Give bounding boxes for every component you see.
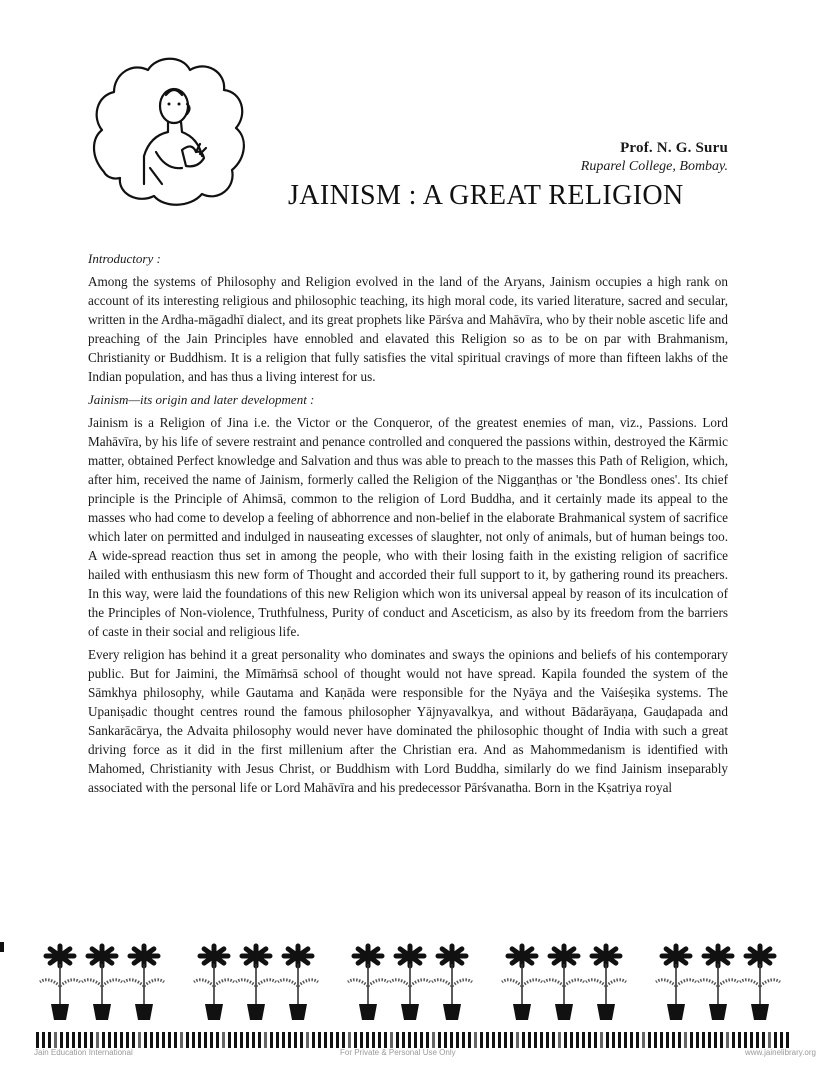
potted-flower: [698, 946, 738, 1020]
stripe-bar: [312, 1032, 315, 1048]
stripe-bar: [330, 1032, 333, 1048]
stripe-bar: [390, 1032, 393, 1048]
stripe-bar: [222, 1032, 225, 1048]
stripe-bar: [750, 1032, 753, 1048]
stripe-bar: [540, 1032, 543, 1048]
stripe-bar: [738, 1032, 741, 1048]
stripe-bar: [150, 1032, 153, 1048]
stripe-bar: [630, 1032, 633, 1048]
stripe-bar: [516, 1032, 519, 1048]
potted-flower-border: [34, 942, 794, 1028]
stripe-bar: [636, 1032, 639, 1048]
stripe-bar: [126, 1032, 129, 1048]
stripe-bar: [684, 1032, 687, 1048]
stripe-bar: [66, 1032, 69, 1048]
stripe-bar: [258, 1032, 261, 1048]
stripe-bar: [192, 1032, 195, 1048]
potted-flower: [348, 946, 388, 1020]
stripe-bar: [294, 1032, 297, 1048]
stripe-bar: [768, 1032, 771, 1048]
stripe-bar: [582, 1032, 585, 1048]
stripe-bar: [174, 1032, 177, 1048]
stripe-bar: [42, 1032, 45, 1048]
stripe-bar: [402, 1032, 405, 1048]
stripe-bar: [726, 1032, 729, 1048]
stripe-bar: [744, 1032, 747, 1048]
stripe-bar: [342, 1032, 345, 1048]
stripe-bar: [720, 1032, 723, 1048]
stripe-bar: [642, 1032, 645, 1048]
stripe-bar: [78, 1032, 81, 1048]
stripe-bar: [666, 1032, 669, 1048]
potted-flower: [390, 946, 430, 1020]
stripe-bar: [282, 1032, 285, 1048]
footer-center: For Private & Personal Use Only: [340, 1048, 456, 1057]
author-affiliation: Ruparel College, Bombay.: [580, 159, 728, 174]
potted-flower: [740, 946, 780, 1020]
potted-flower: [544, 946, 584, 1020]
stripe-bar: [486, 1032, 489, 1048]
stripe-bar: [102, 1032, 105, 1048]
paragraph-origin: Jainism is a Religion of Jina i.e. the Victor or the Conqueror, of the greatest enemies of man, viz., Passions. Lord Mahāvīra, by his life of severe restraint and penance controlled and conquered the passions within, destroyed the Kārmic matter, obtained Perfect knowledge and Salvation and thus was able to preach to the masses this Path of Religion, which, after him, received the name of Jainism, formerly called the Religion of the Nigganṭhas or 'the Bondless ones'. Its chief principle is the Principle of Ahimsā, common to the religion of Lord Buddha, and it certainly made its appeal to the masses who had come to develop a feeling of abhorrence and non-belief in the elaborate Brahmanical system of sacrifice which later on permitted and indulged in nauseating excesses of slaughter, not only of animals, but of human beings too. A wide-spread reaction thus set in among the people, who with their losing faith in the existing religion of sacrifice hailed with enthusiasm this new form of Thought and accorded their full support to it, by gathering round its preachers. In this way, were laid the foundations of this new Religion which won its universal appeal by reason of its inculcation of the Principles of Non-violence, Truthfulness, Purity of conduct and Asceticism, as also by its freedom from the barriers of caste in their social and religious life.: [88, 415, 728, 639]
stripe-bar: [522, 1032, 525, 1048]
author-name: Prof. N. G. Suru: [620, 140, 728, 156]
stripe-bar: [612, 1032, 615, 1048]
stripe-bar: [60, 1032, 63, 1048]
stripe-bar: [564, 1032, 567, 1048]
stripe-bar: [504, 1032, 507, 1048]
stripe-bar: [264, 1032, 267, 1048]
article-body: [88, 249, 728, 797]
stripe-bar: [396, 1032, 399, 1048]
paragraph-personality: Every religion has behind it a great personality who dominates and sways the opinions and beliefs of his contemporary public. But for Jaimini, the Mīmāṁsā school of thought would not have spread. Kapila founded the system of the Sāmkhya philosophy, while Gautama and Kaṇāda were responsible for the Nyāya and the Vaiśeṣika systems. The Upaniṣadic thought centres round the famous philosopher Yājnyavalkya, and without Bādarāyaṇa, Gauḍapada and Sankarācārya, the Advaita philosophy would never have dominated the philosophic thought of India with such a great driving force as it did in the first millenium after the Christian era. And as Mahommedanism is identified with Mahomed, Christianity with Jesus Christ, or Buddhism with Lord Buddha, similarly do we find Jainism inseparably associated with the personal life or Lord Mahāvīra and his predecessor Pārśvanatha. Born in the Kṣatriya royal: [88, 647, 728, 795]
footer-left: Jain Education International: [34, 1048, 133, 1057]
stripe-bar: [234, 1032, 237, 1048]
stripe-bar: [348, 1032, 351, 1048]
stripe-bar: [480, 1032, 483, 1048]
stripe-bar: [594, 1032, 597, 1048]
potted-flower: [82, 946, 122, 1020]
stripe-bar: [432, 1032, 435, 1048]
stripe-bar: [240, 1032, 243, 1048]
stripe-bar: [54, 1032, 57, 1048]
stripe-bar: [132, 1032, 135, 1048]
stripe-bar: [696, 1032, 699, 1048]
stripe-bar: [420, 1032, 423, 1048]
seated-jina-lotus-icon: [86, 52, 254, 210]
stripe-bar: [270, 1032, 273, 1048]
stripe-bar: [618, 1032, 621, 1048]
potted-flower: [236, 946, 276, 1020]
potted-flower: [124, 946, 164, 1020]
stripe-bar: [120, 1032, 123, 1048]
section-heading-origin: Jainism—its origin and later development :: [88, 392, 315, 407]
stripe-bar: [678, 1032, 681, 1048]
stripe-bar: [156, 1032, 159, 1048]
stripe-bar: [546, 1032, 549, 1048]
stripe-bar: [198, 1032, 201, 1048]
stripe-bar: [216, 1032, 219, 1048]
stripe-bar: [600, 1032, 603, 1048]
stripe-bar: [510, 1032, 513, 1048]
stripe-bar: [426, 1032, 429, 1048]
stripe-bar: [552, 1032, 555, 1048]
potted-flower: [194, 946, 234, 1020]
stripe-bar: [84, 1032, 87, 1048]
stripe-bar: [438, 1032, 441, 1048]
stripe-bar: [474, 1032, 477, 1048]
stripe-bar: [714, 1032, 717, 1048]
stripe-bar: [408, 1032, 411, 1048]
stripe-bar: [252, 1032, 255, 1048]
stripe-bar: [48, 1032, 51, 1048]
potted-flower: [40, 946, 80, 1020]
stripe-bar: [780, 1032, 783, 1048]
stripe-bar: [90, 1032, 93, 1048]
footer-right: www.jainelibrary.org: [745, 1048, 816, 1057]
stripe-bar: [168, 1032, 171, 1048]
stripe-bar: [606, 1032, 609, 1048]
potted-flower: [656, 946, 696, 1020]
stripe-bar: [246, 1032, 249, 1048]
scan-mark: [0, 942, 4, 952]
stripe-bar: [558, 1032, 561, 1048]
stripe-bar: [576, 1032, 579, 1048]
stripe-bar: [498, 1032, 501, 1048]
stripe-bar: [162, 1032, 165, 1048]
stripe-bar: [186, 1032, 189, 1048]
stripe-bar: [702, 1032, 705, 1048]
stripe-bar: [732, 1032, 735, 1048]
stripe-bar: [660, 1032, 663, 1048]
stripe-bar: [366, 1032, 369, 1048]
stripe-bar: [786, 1032, 789, 1048]
stripe-bar: [624, 1032, 627, 1048]
stripe-bar: [300, 1032, 303, 1048]
stripe-bar: [468, 1032, 471, 1048]
paragraph-introductory: Among the systems of Philosophy and Religion evolved in the land of the Aryans, Jainism occupies a high rank on account of its interesting religious and philosophic teaching, its high moral code, its varied literature, sacred and secular, written in the Ardha-māgadhī dialect, and its great prophets like Pārśva and Mahāvīra, who by their noble ascetic life and preaching of the Jain Principles have ennobled and elavated this Religion so as to be on par with Brahmanism, Christianity or Buddhism. It is a religion that fully satisfies the vital spiritual cravings of more than fifteen lakhs of the Indian population, and has thus a living interest for us.: [88, 274, 728, 384]
stripe-bar: [570, 1032, 573, 1048]
stripe-bar: [492, 1032, 495, 1048]
stripe-bar: [762, 1032, 765, 1048]
stripe-bar: [534, 1032, 537, 1048]
potted-flower: [586, 946, 626, 1020]
potted-flower: [432, 946, 472, 1020]
stripe-bar: [654, 1032, 657, 1048]
stripe-bar: [456, 1032, 459, 1048]
stripe-bar: [462, 1032, 465, 1048]
stripe-bar: [108, 1032, 111, 1048]
stripe-bar: [384, 1032, 387, 1048]
section-heading-introductory: Introductory :: [88, 251, 161, 266]
stripe-bar: [306, 1032, 309, 1048]
stripe-bar: [180, 1032, 183, 1048]
stripe-bar: [672, 1032, 675, 1048]
stripe-bar: [450, 1032, 453, 1048]
stripe-bar: [114, 1032, 117, 1048]
stripe-bar: [336, 1032, 339, 1048]
stripe-bar: [690, 1032, 693, 1048]
stripe-bar: [210, 1032, 213, 1048]
stripe-bar: [276, 1032, 279, 1048]
stripe-bar: [444, 1032, 447, 1048]
stripe-bar: [36, 1032, 39, 1048]
stripe-bar: [354, 1032, 357, 1048]
stripe-bar: [774, 1032, 777, 1048]
potted-flower: [278, 946, 318, 1020]
stripe-bar: [414, 1032, 417, 1048]
stripe-bar: [96, 1032, 99, 1048]
stripe-bar: [756, 1032, 759, 1048]
stripe-bar: [360, 1032, 363, 1048]
article-title: JAINISM : A GREAT RELIGION: [288, 180, 684, 211]
author-block: [581, 140, 728, 175]
stripe-bar: [324, 1032, 327, 1048]
stripe-bar: [204, 1032, 207, 1048]
stripe-bar: [144, 1032, 147, 1048]
stripe-bar: [378, 1032, 381, 1048]
stripe-bar: [708, 1032, 711, 1048]
stripe-bar: [372, 1032, 375, 1048]
stripe-bar: [648, 1032, 651, 1048]
stripe-bar: [528, 1032, 531, 1048]
stripe-bar: [318, 1032, 321, 1048]
stripe-bar: [288, 1032, 291, 1048]
stripe-bar: [588, 1032, 591, 1048]
stripe-bar: [228, 1032, 231, 1048]
stripe-bar: [138, 1032, 141, 1048]
potted-flower: [502, 946, 542, 1020]
stripe-bar: [72, 1032, 75, 1048]
